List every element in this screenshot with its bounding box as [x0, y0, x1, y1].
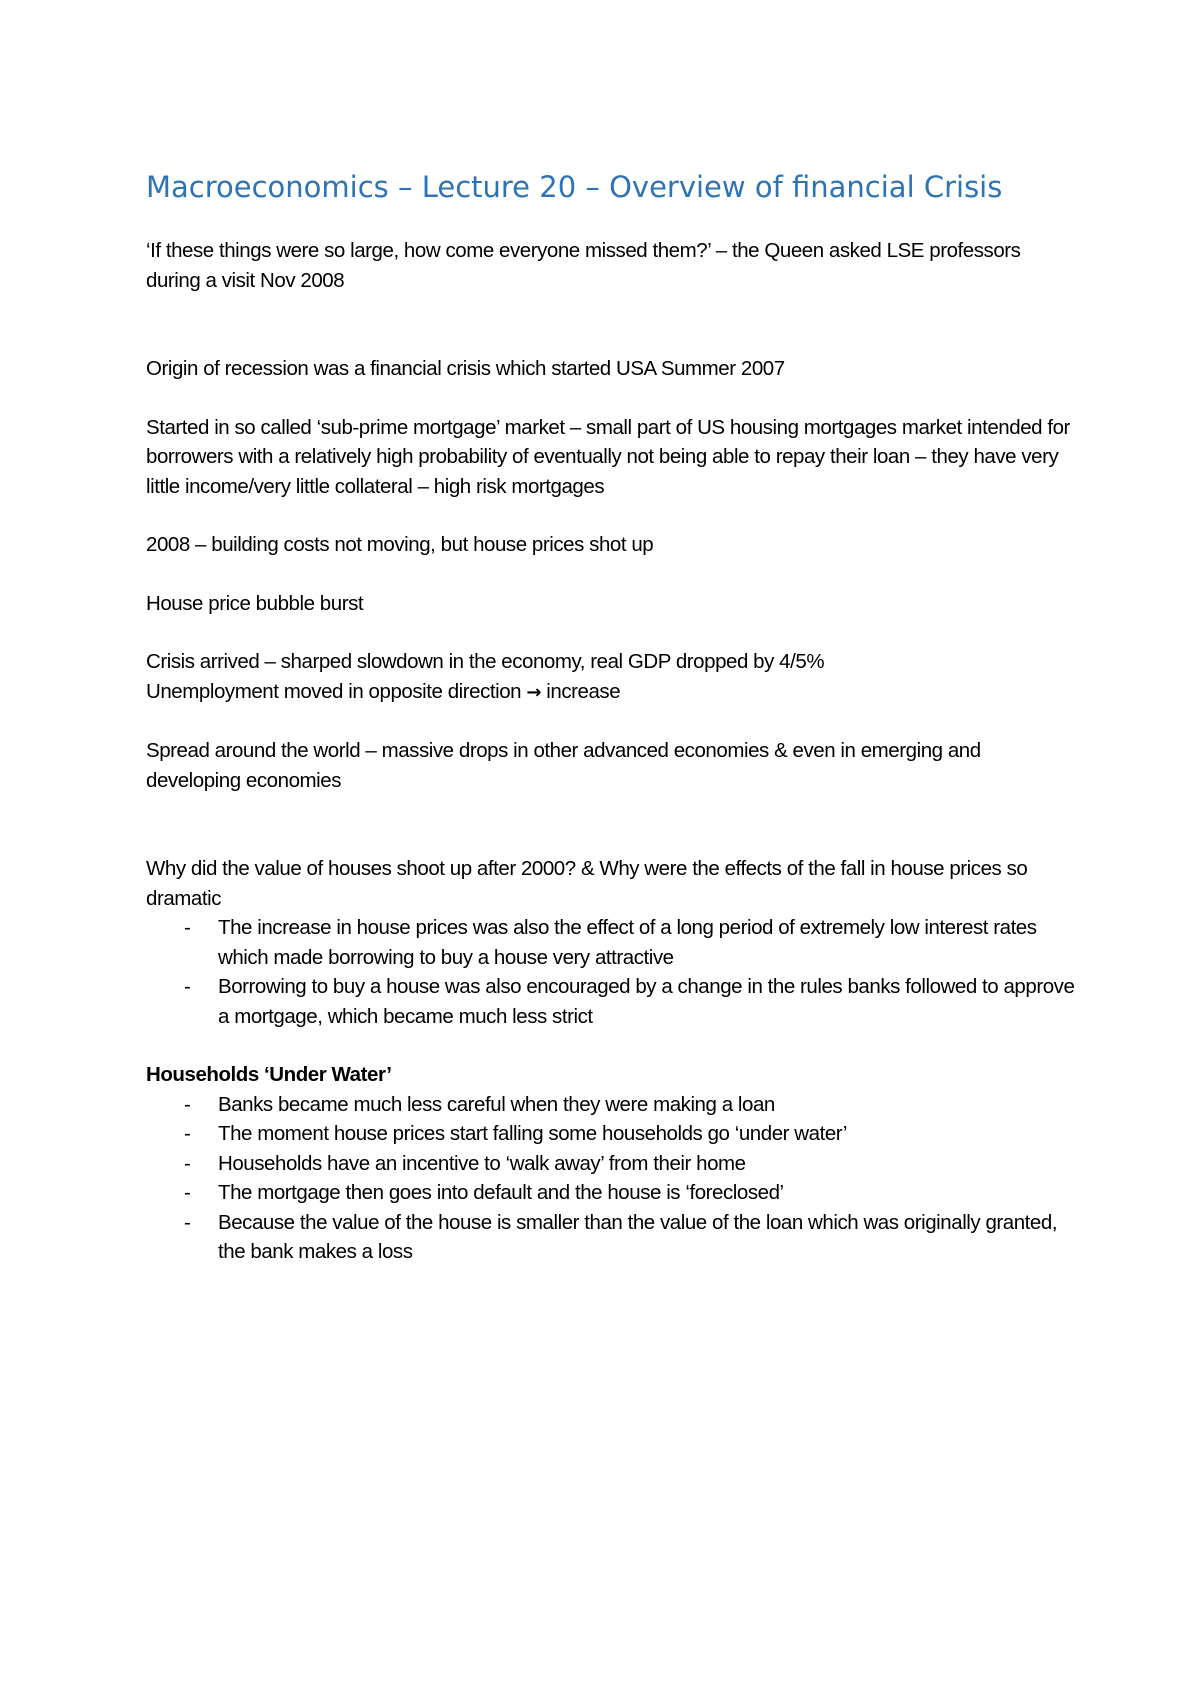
spacer	[146, 1031, 1076, 1060]
list-item	[146, 1090, 1076, 1120]
bullet-dash: -	[184, 1092, 191, 1116]
page-title: Macroeconomics – Lecture 20 – Overview of financial Crisis	[146, 170, 1003, 204]
bubble-paragraph: House price bubble burst	[146, 591, 364, 615]
spacer	[146, 384, 1076, 413]
underwater-heading: Households ‘Under Water’	[146, 1063, 392, 1086]
why-question: Why did the value of houses shoot up after 2000? & Why were the effects of the fall in house prices so dramatic	[146, 857, 1028, 910]
list-item	[146, 1119, 1076, 1149]
crisis-line-1: Crisis arrived – sharped slowdown in the economy, real GDP dropped by 4/5%	[146, 650, 825, 673]
list-item-text: The moment house prices start falling some households go ‘under water’	[218, 1122, 848, 1145]
list-item	[146, 972, 1076, 1031]
spread-paragraph: Spread around the world – massive drops in other advanced economies & even in emerging and developing economies	[146, 739, 981, 792]
list-item	[146, 1149, 1076, 1179]
bullet-dash: -	[184, 1151, 191, 1175]
list-item	[146, 1178, 1076, 1208]
spacer	[146, 501, 1076, 530]
document-body	[146, 168, 1076, 1267]
list-item-text: The increase in house prices was also the effect of a long period of extremely low interest rates which made borrowing to buy a house very attractive	[218, 916, 1037, 969]
spacer	[146, 295, 1076, 354]
list-item	[146, 913, 1076, 972]
bullet-dash: -	[184, 1181, 191, 1204]
list-item-text: Banks became much less careful when they were making a loan	[218, 1092, 775, 1116]
list-item	[146, 1208, 1076, 1267]
underwater-bullet-list	[146, 1090, 1076, 1267]
list-item-text: The mortgage then goes into default and the house is ‘foreclosed’	[218, 1181, 784, 1204]
building-costs-paragraph: 2008 – building costs not moving, but house prices shot up	[146, 533, 654, 556]
bullet-dash: -	[184, 916, 191, 939]
list-item-text: Households have an incentive to ‘walk away’ from their home	[218, 1151, 746, 1175]
bullet-dash: -	[184, 1210, 191, 1234]
crisis-line-2-start: Unemployment moved in opposite direction	[146, 679, 522, 703]
subprime-paragraph: Started in so called ‘sub-prime mortgage’ market – small part of US housing mortgages market intended for borrowers with a relatively high probability of eventually not being able to repay their loan – they have very little income/very little collateral – high risk mortgages	[146, 415, 1070, 498]
spacer	[146, 618, 1076, 647]
origin-paragraph: Origin of recession was a financial crisis which started USA Summer 2007	[146, 357, 785, 380]
queen-quote: ‘If these things were so large, how come everyone missed them?’ – the Queen asked LSE professors during a visit Nov 2008	[146, 239, 1021, 292]
why-bullet-list	[146, 913, 1076, 1031]
right-arrow-icon: →	[526, 681, 542, 703]
bullet-dash: -	[184, 975, 191, 998]
spacer	[146, 707, 1076, 736]
crisis-line-2-end: increase	[546, 679, 621, 703]
list-item-text: Because the value of the house is smaller than the value of the loan which was originally granted, the bank makes a loss	[218, 1210, 1058, 1263]
spacer	[146, 560, 1076, 589]
bullet-dash: -	[184, 1122, 191, 1145]
spacer	[146, 795, 1076, 854]
crisis-line-2	[146, 677, 1076, 708]
list-item-text: Borrowing to buy a house was also encouraged by a change in the rules banks followed to approve a mortgage, which became much less strict	[218, 975, 1075, 1028]
